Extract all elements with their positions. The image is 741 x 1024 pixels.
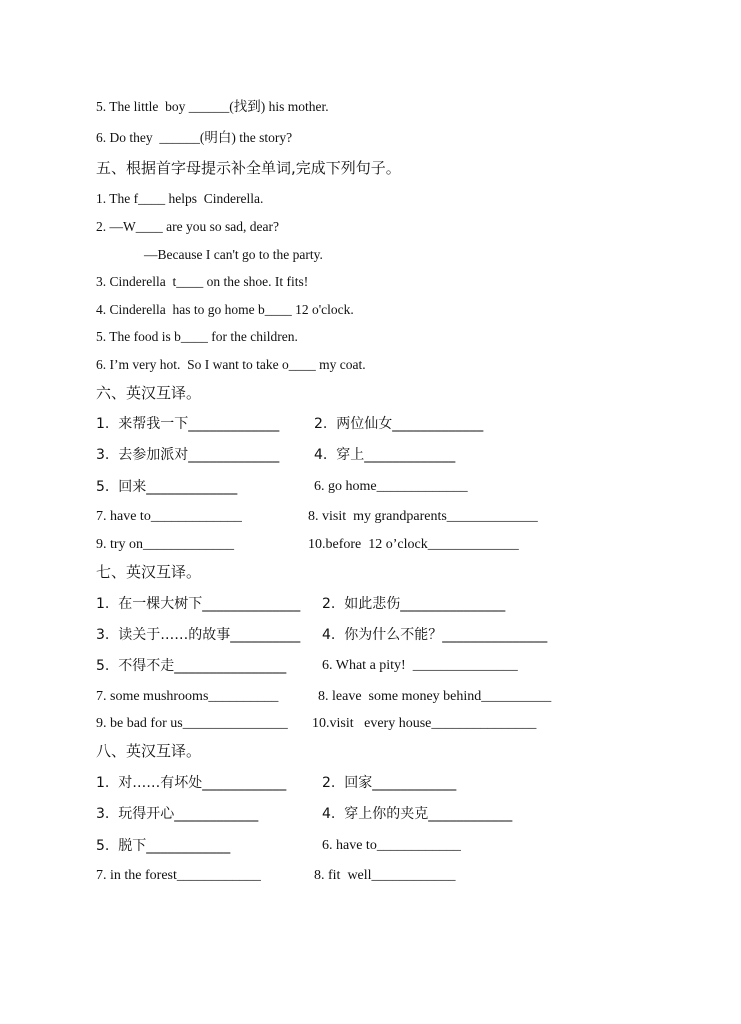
exercise-line: 2. —W____ are you so sad, dear? [96, 219, 279, 234]
exercise-line: 5. The food is b____ for the children. [96, 329, 298, 344]
exercise-line: 3. Cinderella t____ on the shoe. It fits! [96, 274, 309, 289]
exercise-line: 6. Do they ______(明白) the story? [96, 130, 293, 145]
exercise-row [96, 836, 656, 856]
exercise-row [96, 507, 656, 527]
exercise-item: 4. 穿上你的夹克____________ [322, 806, 513, 822]
exercise-line: 4. Cinderella has to go home b____ 12 o'clock. [96, 302, 354, 317]
exercise-item: 6. What a pity! _______________ [322, 658, 518, 673]
exercise-item: 2. 回家____________ [322, 775, 457, 791]
exercise-item: 8. visit my grandparents_____________ [308, 509, 538, 524]
exercise-item: 8. fit well____________ [314, 868, 456, 883]
exercise-item: 1. 来帮我一下_____________ [96, 416, 280, 432]
exercise-item: 6. have to____________ [322, 838, 461, 853]
exercise-item: 9. be bad for us_______________ [96, 716, 288, 731]
exercise-item: 3. 玩得开心____________ [96, 806, 259, 822]
exercise-row [96, 414, 656, 434]
exercise-item: 7. some mushrooms__________ [96, 689, 279, 704]
exercise-row [96, 656, 656, 676]
exercise-item: 7. have to_____________ [96, 509, 242, 524]
exercise-item: 6. go home_____________ [314, 479, 468, 494]
exercise-row [96, 594, 656, 614]
exercise-item: 1. 对……有坏处____________ [96, 775, 287, 791]
exercise-item: 8. leave some money behind__________ [318, 689, 552, 704]
exercise-item: 10.visit every house_______________ [312, 716, 537, 731]
exercise-row [96, 535, 656, 555]
section-heading-6: 六、英汉互译。 [96, 384, 202, 402]
exercise-line: 5. The little boy ______(找到) his mother. [96, 99, 329, 114]
exercise-row [96, 714, 656, 734]
exercise-item: 3. 去参加派对_____________ [96, 447, 280, 463]
exercise-row [96, 625, 656, 645]
exercise-row [96, 866, 656, 886]
exercise-item: 2. 如此悲伤_______________ [322, 596, 506, 612]
section-heading-8: 八、英汉互译。 [96, 742, 202, 760]
exercise-item: 5. 不得不走________________ [96, 658, 287, 674]
exercise-item: 2. 两位仙女_____________ [314, 416, 484, 432]
exercise-row [96, 804, 656, 824]
exercise-line: —Because I can't go to the party. [144, 247, 323, 262]
exercise-line: 6. I’m very hot. So I want to take o____ my coat. [96, 357, 366, 372]
exercise-item: 9. try on_____________ [96, 537, 235, 552]
exercise-item: 5. 脱下____________ [96, 838, 231, 854]
exercise-item: 4. 穿上_____________ [314, 447, 456, 463]
exercise-row [96, 773, 656, 793]
section-heading-5: 五、根据首字母提示补全单词,完成下列句子。 [96, 159, 401, 177]
section-heading-7: 七、英汉互译。 [96, 563, 202, 581]
exercise-line: 1. The f____ helps Cinderella. [96, 191, 264, 206]
exercise-item: 10.before 12 o’clock_____________ [308, 537, 519, 552]
exercise-row [96, 477, 656, 497]
exercise-item: 5. 回来_____________ [96, 479, 238, 495]
exercise-item: 1. 在一棵大树下______________ [96, 596, 301, 612]
exercise-row [96, 445, 656, 465]
exercise-item: 3. 读关于……的故事__________ [96, 627, 301, 643]
exercise-item: 4. 你为什么不能？_______________ [322, 627, 548, 643]
exercise-item: 7. in the forest____________ [96, 868, 261, 883]
exercise-row [96, 687, 656, 707]
